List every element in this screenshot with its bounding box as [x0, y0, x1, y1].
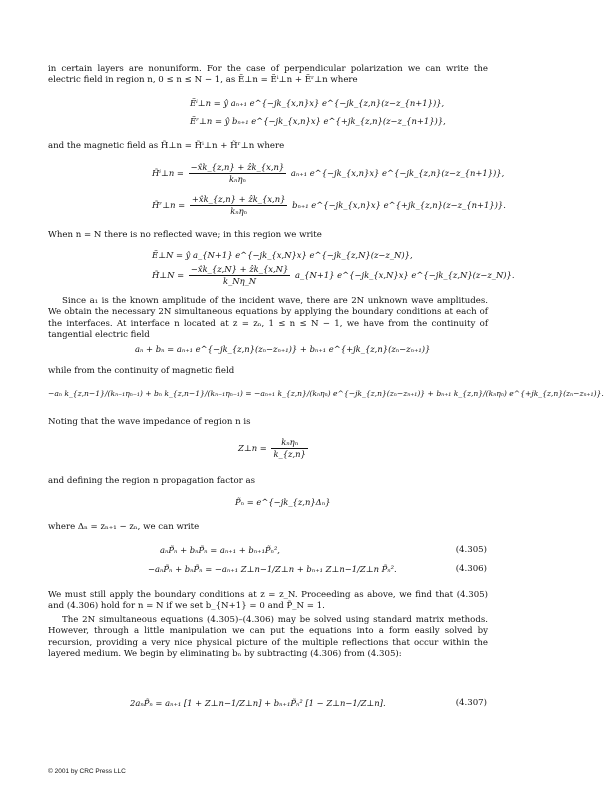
paragraph-we-can-write: where Δₙ = zₙ₊₁ − zₙ, we can write	[48, 522, 200, 532]
paragraph-boundary-z-n: We must still apply the boundary conditions at z = z_N. Proceeding as above, we find that (4.305) and (4.306) hold for n = N if we set b_{N+1} = 0 and P̃_N = 1.	[48, 590, 488, 612]
paragraph-no-reflection: When n = N there is no reflected wave; in this region we write	[48, 230, 322, 240]
equation-magnetic-continuity: −aₙ k_{z,n−1}/(kₙ₋₁ηₙ₋₁) + bₙ k_{z,n−1}/(kₙ₋₁ηₙ₋₁) = −aₙ₊₁ k_{z,n}/(kₙηₙ) e^{−jk_{z,n}(zₙ−zₙ₊₁)} + bₙ₊₁ k_{z,n}/(kₙηₙ) e^{+jk_{z,n}(zₙ−zₙ₊₁)}.	[48, 389, 604, 398]
eq-h-region-n-fraction	[189, 264, 290, 287]
eq-impedance-denominator: k_{z,n}	[273, 449, 306, 459]
equation-number-4-305: (4.305)	[455, 545, 487, 555]
paragraph-magnetic: and the magnetic field as H̃⊥n = H̃ⁱ⊥n + H̃ʳ⊥n where	[48, 141, 285, 151]
eq-h-region-n-lhs: H̃⊥N =	[152, 270, 185, 280]
paragraph-impedance: Noting that the wave impedance of region n is	[48, 417, 251, 427]
eq-h-reflected-fraction	[190, 194, 288, 217]
eq-impedance-numerator: kₙηₙ	[271, 437, 307, 449]
equation-e-reflected: Ẽʳ⊥n = ŷ bₙ₊₁ e^{−jk_{x,n}x} e^{+jk_{z,n}(z−z_{n+1})},	[190, 116, 446, 126]
paragraph-boundary-conditions: Since a₁ is the known amplitude of the incident wave, there are 2N unknown wave amplitudes. We obtain the necessary 2N simultaneous equations by applying the boundary conditions at each of the interfaces. At interface n located at z = zₙ, 1 ≤ n ≤ N − 1, we have from the continuity of tangential electric field	[48, 296, 488, 341]
copyright-footer: © 2001 by CRC Press LLC	[48, 768, 126, 775]
eq-impedance-fraction	[271, 437, 307, 460]
eq-h-region-n-numerator: −x̂k_{z,N} + ẑk_{x,N}	[190, 264, 289, 274]
paragraph-magnetic-continuity: while from the continuity of magnetic field	[48, 366, 235, 376]
eq-h-incident-numerator: −x̂k_{z,n} + ẑk_{x,n}	[190, 162, 285, 172]
eq-h-incident-lhs: H̃ⁱ⊥n =	[152, 168, 184, 178]
equation-e-region-n: Ẽ⊥N = ŷ a_{N+1} e^{−jk_{x,N}x} e^{−jk_{z,N}(z−z_N)},	[152, 250, 413, 260]
equation-4-305: aₙP̃ₙ + bₙP̃ₙ = aₙ₊₁ + bₙ₊₁P̃ₙ²,	[160, 545, 280, 555]
equation-h-reflected	[152, 194, 506, 217]
equation-impedance	[238, 437, 310, 460]
equation-e-incident: Ẽⁱ⊥n = ŷ aₙ₊₁ e^{−jk_{x,n}x} e^{−jk_{z,n}(z−z_{n+1})},	[190, 98, 445, 108]
equation-4-306: −aₙP̃ₙ + bₙP̃ₙ = −aₙ₊₁ Z⊥n−1/Z⊥n + bₙ₊₁ Z⊥n−1/Z⊥n P̃ₙ².	[148, 564, 397, 574]
equation-4-307: 2aₙP̃ₙ = aₙ₊₁ [1 + Z⊥n−1/Z⊥n] + bₙ₊₁P̃ₙ² [1 − Z⊥n−1/Z⊥n].	[130, 698, 386, 708]
equation-h-region-n	[152, 264, 515, 287]
paragraph-propagation-factor: and defining the region n propagation factor as	[48, 476, 256, 486]
eq-h-incident-rest: aₙ₊₁ e^{−jk_{x,n}x} e^{−jk_{z,n}(z−z_{n+1})},	[290, 168, 505, 178]
eq-h-reflected-denominator: kₙηₙ	[230, 206, 248, 216]
paragraph-intro: in certain layers are nonuniform. For the case of perpendicular polarization we can write the electric field in region n, 0 ≤ n ≤ N − 1, as Ẽ⊥n = Ẽⁱ⊥n + Ẽʳ⊥n where	[48, 64, 488, 86]
eq-h-region-n-rest: a_{N+1} e^{−jk_{x,N}x} e^{−jk_{z,N}(z−z_N)}.	[294, 270, 515, 280]
equation-tangential-e: aₙ + bₙ = aₙ₊₁ e^{−jk_{z,n}(zₙ−zₙ₊₁)} + bₙ₊₁ e^{+jk_{z,n}(zₙ−zₙ₊₁)}	[135, 344, 431, 354]
eq-h-reflected-lhs: H̃ʳ⊥n =	[152, 200, 186, 210]
equation-h-incident	[152, 162, 504, 185]
eq-h-reflected-numerator: +x̂k_{z,n} + ẑk_{x,n}	[191, 194, 286, 204]
eq-impedance-lhs: Z⊥n =	[238, 443, 267, 453]
eq-h-reflected-rest: bₙ₊₁ e^{−jk_{x,n}x} e^{+jk_{z,n}(z−z_{n+1})}.	[292, 200, 506, 210]
eq-h-incident-fraction	[189, 162, 287, 185]
equation-number-4-306: (4.306)	[455, 564, 487, 574]
equation-number-4-307: (4.307)	[455, 698, 487, 708]
equation-propagation-factor: P̃ₙ = e^{−jk_{z,n}Δₙ}	[235, 497, 331, 507]
eq-h-region-n-denominator: k_Nη_N	[223, 276, 257, 286]
paragraph-recursion: The 2N simultaneous equations (4.305)–(4.306) may be solved using standard matrix methods. However, through a little manipulation we can put the equations into a form easily solved by recursion, providing a very nice physical picture of the multiple reflections that occur within the layered medium. We begin by eliminating bₙ by subtracting (4.306) from (4.305):	[48, 615, 488, 660]
eq-h-incident-denominator: kₙηₙ	[228, 174, 246, 184]
